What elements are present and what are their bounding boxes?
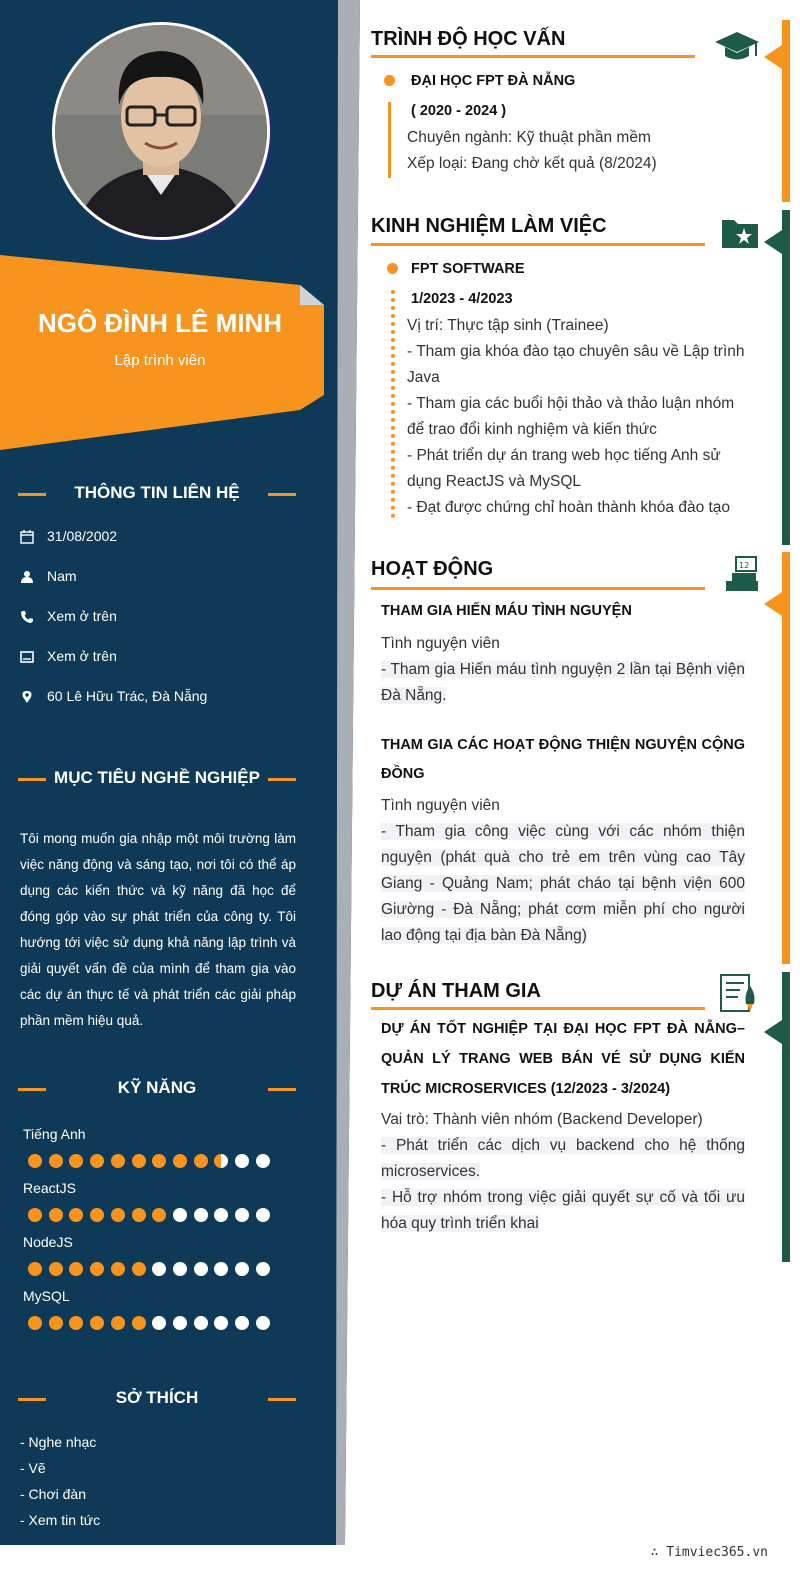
skill-dot bbox=[90, 1154, 104, 1168]
profile-photo bbox=[55, 25, 267, 237]
objective-section-title bbox=[18, 768, 296, 788]
folder-star-icon bbox=[720, 216, 760, 250]
hobbies-title-label: SỞ THÍCH bbox=[115, 1388, 199, 1407]
skill-dot bbox=[194, 1154, 208, 1168]
skill-dot bbox=[28, 1208, 42, 1222]
contact-section-title bbox=[18, 483, 296, 503]
svg-text:12: 12 bbox=[739, 561, 750, 570]
divider bbox=[18, 1088, 46, 1091]
project-role: Vai trò: Thành viên nhóm (Backend Developer) bbox=[381, 1111, 703, 1128]
skill-dot bbox=[111, 1262, 125, 1276]
skill-dot bbox=[132, 1316, 146, 1330]
divider bbox=[18, 493, 46, 496]
education-title: TRÌNH ĐỘ HỌC VẤN bbox=[371, 28, 566, 50]
project-description-text: - Phát triển các dịch vụ backend cho hệ thống microservices. bbox=[381, 1137, 745, 1180]
skill-dot bbox=[194, 1262, 208, 1276]
skill-dot bbox=[256, 1262, 270, 1276]
project-description bbox=[381, 1133, 745, 1185]
divider bbox=[268, 1088, 296, 1091]
calendar-icon bbox=[20, 530, 34, 544]
skill-name: Tiếng Anh bbox=[23, 1126, 86, 1142]
project-name: DỰ ÁN TỐT NGHIỆP TẠI ĐẠI HỌC FPT ĐÀ NẴNG– QUẢN LÝ TRANG WEB BÁN VÉ SỬ DỤNG KIẾN TRÚC MICROSERVICES (12/2023 - 3/2024) bbox=[381, 1021, 745, 1097]
experience-line: dụng ReactJS và MySQL bbox=[407, 473, 582, 490]
project-checklist-icon bbox=[718, 972, 760, 1014]
timeline-line bbox=[391, 290, 395, 518]
activities-title: HOẠT ĐỘNG bbox=[371, 558, 494, 580]
user-icon bbox=[20, 570, 34, 584]
location-icon bbox=[20, 690, 34, 704]
experience-line: để trao đổi kinh nghiệm và kiến thức bbox=[407, 421, 657, 438]
contact-value: 60 Lê Hữu Trác, Đà Nẵng bbox=[47, 688, 208, 704]
activity-description bbox=[381, 657, 745, 709]
skill-dot bbox=[235, 1208, 249, 1222]
skill-dot bbox=[256, 1154, 270, 1168]
right-edge-decor bbox=[760, 0, 800, 1265]
skill-dot bbox=[173, 1208, 187, 1222]
skill-dot bbox=[28, 1316, 42, 1330]
skill-dot bbox=[90, 1316, 104, 1330]
hobby-item: - Nghe nhạc bbox=[20, 1434, 97, 1450]
skill-dot bbox=[111, 1208, 125, 1222]
contact-value: Xem ở trên bbox=[47, 648, 117, 664]
avatar bbox=[52, 22, 270, 240]
projects-title: DỰ ÁN THAM GIA bbox=[371, 980, 541, 1002]
hobby-item: - Chơi đàn bbox=[20, 1486, 86, 1502]
skill-dot bbox=[132, 1208, 146, 1222]
contact-value: 31/08/2002 bbox=[47, 528, 118, 544]
activity-description-text: - Tham gia công việc cùng với các nhóm thiện nguyện (phát quà cho trẻ em trên vùng cao Tây Giang - Quảng Nam; phát cháo tại bệnh viện 600 Giường - Đà Nẵng; phát cơm miễn phí cho người lao động tại địa bàn Đà Nẵng) bbox=[381, 823, 745, 944]
skill-dot bbox=[132, 1154, 146, 1168]
activity-role: Tình nguyện viên bbox=[381, 797, 500, 814]
graduation-cap-icon bbox=[714, 30, 760, 64]
skill-name: MySQL bbox=[23, 1288, 70, 1304]
skill-dot bbox=[111, 1154, 125, 1168]
experience-title: KINH NGHIỆM LÀM VIỆC bbox=[371, 215, 607, 237]
skill-dot bbox=[256, 1208, 270, 1222]
divider bbox=[268, 493, 296, 496]
skill-dot bbox=[173, 1316, 187, 1330]
divider bbox=[371, 587, 705, 590]
project-description bbox=[381, 1185, 745, 1237]
experience-line: - Phát triển dự án trang web học tiếng Anh sử bbox=[407, 447, 721, 464]
skill-dot bbox=[90, 1262, 104, 1276]
skill-dot bbox=[235, 1262, 249, 1276]
skill-dot bbox=[49, 1154, 63, 1168]
skills-title-label: KỸ NĂNG bbox=[117, 1078, 197, 1097]
skill-name: ReactJS bbox=[23, 1180, 76, 1196]
phone-icon bbox=[20, 610, 34, 624]
education-period: ( 2020 - 2024 ) bbox=[411, 103, 507, 119]
timeline-bullet bbox=[387, 263, 398, 274]
divider bbox=[371, 55, 695, 58]
podium-icon bbox=[722, 553, 762, 593]
contact-title-label: THÔNG TIN LIÊN HỆ bbox=[74, 483, 240, 502]
objective-title-label: MỤC TIÊU NGHỀ NGHIỆP bbox=[54, 768, 260, 787]
activity-name: THAM GIA HIẾN MÁU TÌNH NGUYỆN bbox=[381, 603, 632, 619]
activity-role: Tình nguyện viên bbox=[381, 635, 500, 652]
skill-dot bbox=[49, 1262, 63, 1276]
hobby-item: - Xem tin tức bbox=[20, 1512, 101, 1528]
experience-line: - Tham gia khóa đào tạo chuyên sâu về Lập trình bbox=[407, 343, 745, 360]
skill-name: NodeJS bbox=[23, 1234, 73, 1250]
experience-line: Vị trí: Thực tập sinh (Trainee) bbox=[407, 317, 609, 334]
education-major: Chuyên ngành: Kỹ thuật phần mềm bbox=[407, 129, 651, 146]
timeline-line bbox=[388, 102, 391, 178]
divider bbox=[268, 1398, 296, 1401]
hobby-item: - Vẽ bbox=[20, 1460, 46, 1476]
experience-period: 1/2023 - 4/2023 bbox=[411, 291, 513, 307]
divider bbox=[371, 1007, 705, 1010]
experience-company: FPT SOFTWARE bbox=[411, 261, 525, 277]
timeline-bullet bbox=[384, 75, 395, 86]
skill-dot bbox=[173, 1154, 187, 1168]
skill-dot bbox=[28, 1262, 42, 1276]
experience-line: - Tham gia các buổi hội thảo và thảo luận nhóm bbox=[407, 395, 735, 412]
activity-description-text: - Tham gia Hiến máu tình nguyện 2 lần tại Bệnh viện Đà Nẵng. bbox=[381, 661, 745, 704]
skills-section-title bbox=[18, 1078, 296, 1098]
watermark-footer: ∴ Timviec365.vn bbox=[650, 1545, 768, 1560]
contact-value: Nam bbox=[47, 568, 77, 584]
project-description-text: - Hỗ trợ nhóm trong việc giải quyết sự cố và tối ưu hóa quy trình triển khai bbox=[381, 1189, 745, 1232]
divider bbox=[18, 1398, 46, 1401]
skill-dot bbox=[90, 1208, 104, 1222]
activity-description bbox=[381, 819, 745, 949]
experience-line: Java bbox=[407, 369, 440, 386]
skill-dot bbox=[235, 1316, 249, 1330]
objective-text: Tôi mong muốn gia nhập một môi trường làm việc năng động và sáng tạo, nơi tôi có thể áp dụng các kiến thức và kỹ năng đã học để đóng góp vào sự phát triển của công ty. Tôi hướng tới việc sử dụng khả năng lập trình và giải quyết vấn đề của mình để tham gia vào các dự án thực tế và phát triển các giải pháp phần mềm hiệu quả. bbox=[20, 831, 296, 1028]
skill-dot bbox=[173, 1262, 187, 1276]
divider bbox=[371, 243, 705, 246]
sidebar bbox=[0, 0, 360, 1545]
hobbies-section-title bbox=[18, 1388, 296, 1408]
skill-dot bbox=[132, 1262, 146, 1276]
skill-dot bbox=[28, 1154, 42, 1168]
experience-line: - Đạt được chứng chỉ hoàn thành khóa đào tạo bbox=[407, 499, 731, 516]
skill-dot bbox=[235, 1154, 249, 1168]
skill-dot bbox=[194, 1208, 208, 1222]
candidate-role: Lập trình viên bbox=[114, 352, 206, 369]
skill-dot bbox=[49, 1208, 63, 1222]
email-icon bbox=[20, 650, 34, 664]
divider bbox=[18, 778, 46, 781]
divider bbox=[268, 778, 296, 781]
skill-dot bbox=[194, 1316, 208, 1330]
skill-dot bbox=[256, 1316, 270, 1330]
activity-name: THAM GIA CÁC HOẠT ĐỘNG THIỆN NGUYỆN CỘNG ĐỒNG bbox=[381, 737, 745, 782]
education-school: ĐẠI HỌC FPT ĐÀ NẴNG bbox=[411, 73, 576, 89]
contact-value: Xem ở trên bbox=[47, 608, 117, 624]
skill-dot bbox=[49, 1316, 63, 1330]
candidate-name: NGÔ ĐÌNH LÊ MINH bbox=[37, 308, 283, 338]
education-grade: Xếp loại: Đang chờ kết quả (8/2024) bbox=[407, 155, 657, 172]
skill-dot bbox=[111, 1316, 125, 1330]
